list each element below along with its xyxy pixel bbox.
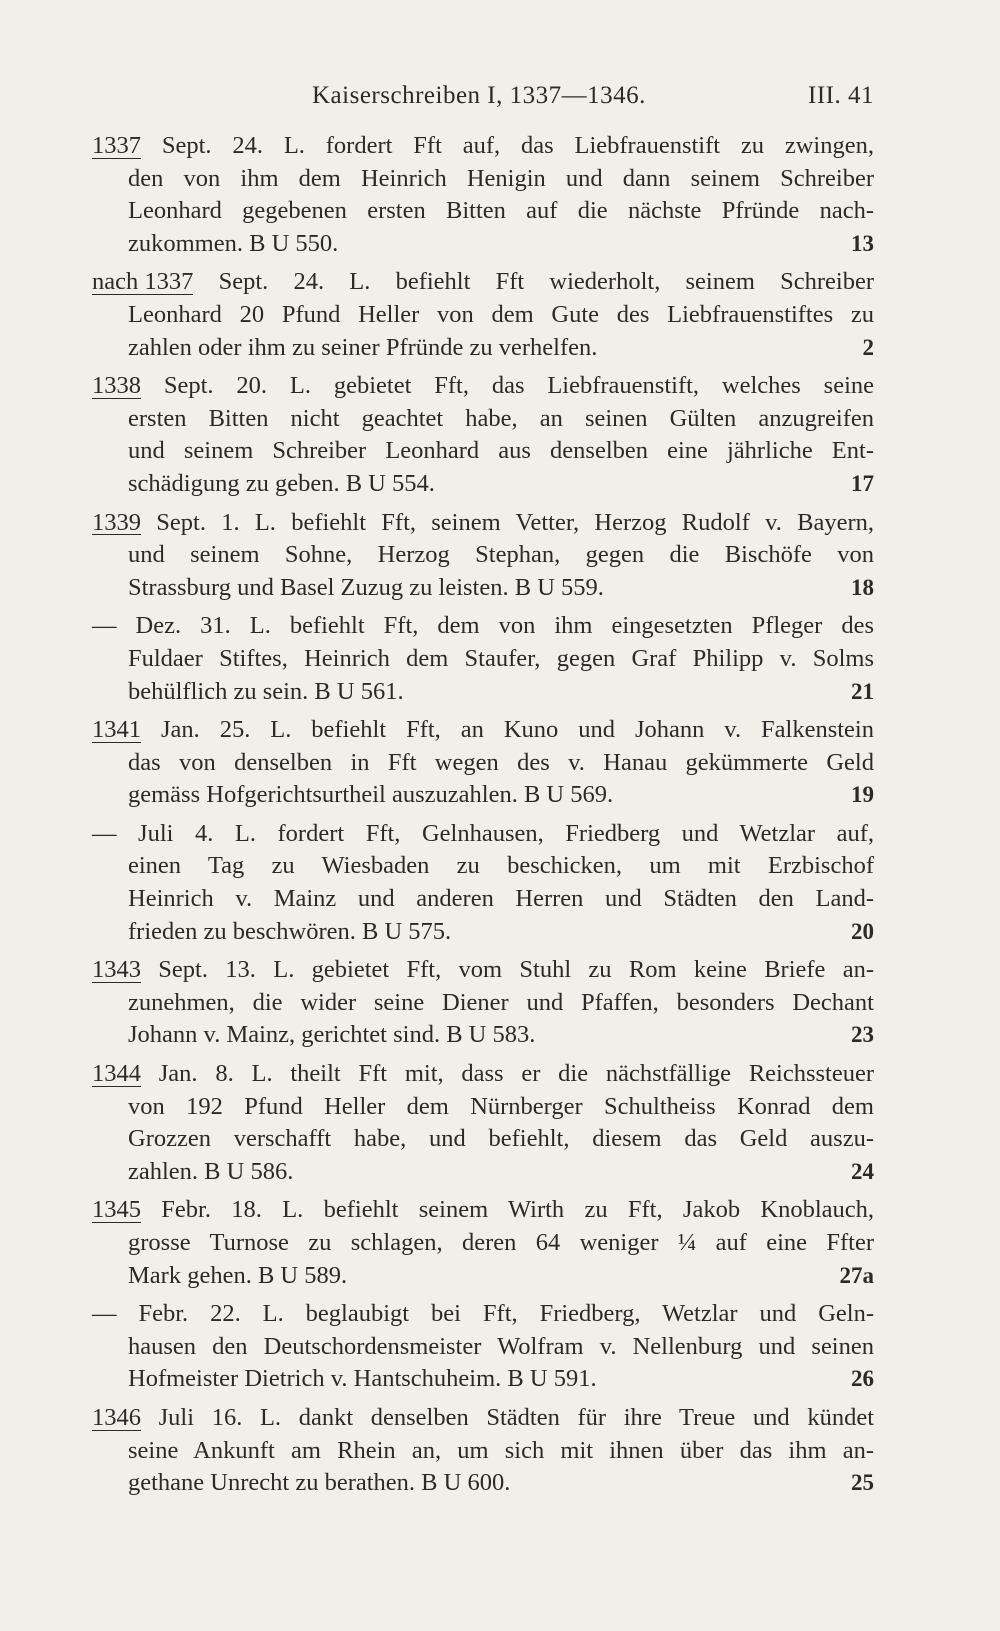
entry-text: und seinem Sohne, Herzog Stephan, gegen die Bischöfe von (128, 541, 874, 569)
entry-number: 21 (851, 678, 874, 704)
entry-text: — Dez. 31. L. befiehlt Fft, dem von ihm eingesetzten Pfleger des (92, 612, 874, 640)
entry-line (92, 266, 874, 299)
entry-text: zahlen. B U 586. (128, 1157, 294, 1185)
entry-text: Sept. 1. L. befiehlt Fft, seinem Vetter, Herzog Rudolf v. Bayern, (141, 508, 874, 536)
entry-number: 19 (851, 782, 874, 808)
entry-text: Leonhard gegebenen ersten Bitten auf die nächste Pfründe nach- (128, 197, 874, 225)
entry-text: Sept. 24. L. fordert Fft auf, das Liebfrauenstift zu zwingen, (141, 132, 874, 159)
entry-line (92, 987, 874, 1020)
entry-number: 27a (839, 1262, 874, 1288)
entry-text: Hofmeister Dietrich v. Hantschuheim. B U 591. (128, 1365, 597, 1393)
entry-text: frieden zu beschwören. B U 575. (128, 917, 452, 945)
entry-text: Heinrich v. Mainz und anderen Herren und Städten den Land- (128, 885, 874, 913)
entry-line (92, 1363, 874, 1396)
entry-line (92, 610, 874, 643)
entry-line (92, 676, 874, 709)
entry-number: 23 (851, 1022, 874, 1048)
entry-text: behülflich zu sein. B U 561. (128, 677, 404, 705)
entry-line (92, 435, 874, 468)
entry-number: 13 (851, 230, 874, 256)
entry-text: gethane Unrecht zu berathen. B U 600. (128, 1469, 511, 1497)
entry-number: 25 (851, 1470, 874, 1496)
entry-line (92, 779, 874, 812)
entry-line (92, 714, 874, 747)
entry-text: Grozzen verschafft habe, und befiehlt, diesem das Geld auszu- (128, 1125, 874, 1153)
entry-text: Sept. 24. L. befiehlt Fft wiederholt, seinem Schreiber (193, 268, 874, 296)
entry-year: 1337 (92, 130, 141, 163)
entry-text: grosse Turnose zu schlagen, deren 64 weniger ¼ auf eine Ffter (128, 1229, 874, 1256)
page-header (92, 78, 874, 118)
entry-number: 2 (862, 334, 874, 360)
entry-text: Leonhard 20 Pfund Heller von dem Gute des Liebfrauenstiftes zu (128, 300, 874, 328)
entry-line (92, 818, 874, 851)
entry-line (92, 850, 874, 883)
regest-entry (92, 818, 874, 948)
entry-text: Sept. 13. L. gebietet Fft, vom Stuhl zu Rom keine Briefe an- (141, 956, 874, 984)
entry-text: Johann v. Mainz, gerichtet sind. B U 583. (128, 1021, 536, 1049)
entry-text: ersten Bitten nicht geachtet habe, an seinen Gülten anzugreifen (128, 404, 874, 432)
entry-text: von 192 Pfund Heller dem Nürnberger Schultheiss Konrad dem (128, 1092, 874, 1120)
regest-entry (92, 266, 874, 364)
entry-number: 18 (851, 574, 874, 600)
entry-line (92, 507, 874, 540)
entry-line (92, 1435, 874, 1468)
entry-number: 24 (851, 1158, 874, 1184)
page-number: III. 41 (808, 82, 874, 109)
entry-text: zukommen. B U 550. (128, 229, 339, 257)
entry-line (92, 130, 874, 163)
regest-entry (92, 370, 874, 500)
entry-year: nach 1337 (92, 266, 193, 299)
entry-year: 1345 (92, 1194, 141, 1227)
entry-text: Jan. 25. L. befiehlt Fft, an Kuno und Johann v. Falkenstein (141, 716, 874, 744)
entry-text: — Febr. 22. L. beglaubigt bei Fft, Friedberg, Wetzlar und Geln- (92, 1300, 874, 1328)
entry-line (92, 228, 874, 261)
entry-line (92, 468, 874, 501)
regest-entry (92, 507, 874, 605)
entry-line (92, 1123, 874, 1156)
entry-text: Jan. 8. L. theilt Fft mit, dass er die nächstfällige Reichssteuer (141, 1060, 874, 1088)
regest-entry (92, 1058, 874, 1188)
entry-line (92, 299, 874, 332)
regest-entry (92, 954, 874, 1052)
entry-line (92, 403, 874, 436)
regest-entry (92, 1298, 874, 1396)
entry-text: Juli 16. L. dankt denselben Städten für ihre Treue und kündet (141, 1403, 874, 1431)
entry-text: den von ihm dem Heinrich Henigin und dann seinem Schreiber (128, 164, 874, 192)
entry-text: und seinem Schreiber Leonhard aus denselben eine jährliche Ent- (128, 437, 874, 465)
entry-number: 17 (851, 470, 874, 496)
entry-text: zunehmen, die wider seine Diener und Pfaffen, besonders Dechant (128, 988, 874, 1016)
entry-year: 1343 (92, 954, 141, 987)
running-title: Kaiserschreiben I, 1337—1346. (312, 82, 646, 109)
entry-line (92, 883, 874, 916)
entry-line (92, 195, 874, 228)
entry-line (92, 1156, 874, 1189)
regest-entry (92, 1194, 874, 1292)
regest-entry (92, 610, 874, 708)
entry-line (92, 163, 874, 196)
entry-line (92, 916, 874, 949)
entry-line (92, 954, 874, 987)
entry-line (92, 643, 874, 676)
entry-text: das von denselben in Fft wegen des v. Hanau gekümmerte Geld (128, 748, 874, 776)
entry-text: seine Ankunft am Rhein an, um sich mit ihnen über das ihm an- (128, 1436, 874, 1464)
entry-text: — Juli 4. L. fordert Fft, Gelnhausen, Friedberg und Wetzlar auf, (92, 819, 874, 847)
entry-line (92, 332, 874, 365)
regest-list (92, 130, 874, 1506)
entry-text: Strassburg und Basel Zuzug zu leisten. B U 559. (128, 573, 604, 601)
entry-year: 1339 (92, 507, 141, 540)
entry-number: 20 (851, 918, 874, 944)
entry-year: 1344 (92, 1058, 141, 1091)
entry-line (92, 1227, 874, 1260)
entry-line (92, 539, 874, 572)
entry-text: Fuldaer Stiftes, Heinrich dem Staufer, gegen Graf Philipp v. Solms (128, 644, 874, 672)
entry-line (92, 1260, 874, 1293)
entry-text: Sept. 20. L. gebietet Fft, das Liebfrauenstift, welches seine (141, 372, 874, 400)
entry-line (92, 747, 874, 780)
entry-line (92, 1194, 874, 1227)
entry-text: gemäss Hofgerichtsurtheil auszuzahlen. B U 569. (128, 781, 614, 809)
entry-text: Mark gehen. B U 589. (128, 1261, 348, 1289)
entry-text: hausen den Deutschordensmeister Wolfram v. Nellenburg und seinen (128, 1332, 874, 1360)
entry-line (92, 1331, 874, 1364)
regest-entry (92, 1402, 874, 1500)
entry-text: einen Tag zu Wiesbaden zu beschicken, um mit Erzbischof (128, 852, 874, 880)
entry-text: Febr. 18. L. befiehlt seinem Wirth zu Fft, Jakob Knoblauch, (141, 1196, 874, 1224)
entry-number: 26 (851, 1366, 874, 1392)
entry-line (92, 1091, 874, 1124)
entry-year: 1346 (92, 1402, 141, 1435)
entry-year: 1338 (92, 370, 141, 403)
entry-year: 1341 (92, 714, 141, 747)
regest-entry (92, 714, 874, 812)
entry-line (92, 1467, 874, 1500)
entry-text: schädigung zu geben. B U 554. (128, 469, 435, 497)
regest-entry (92, 130, 874, 260)
entry-line (92, 1402, 874, 1435)
entry-text: zahlen oder ihm zu seiner Pfründe zu verhelfen. (128, 333, 598, 361)
entry-line (92, 1058, 874, 1091)
entry-line (92, 370, 874, 403)
entry-line (92, 1298, 874, 1331)
entry-line (92, 572, 874, 605)
entry-line (92, 1019, 874, 1052)
